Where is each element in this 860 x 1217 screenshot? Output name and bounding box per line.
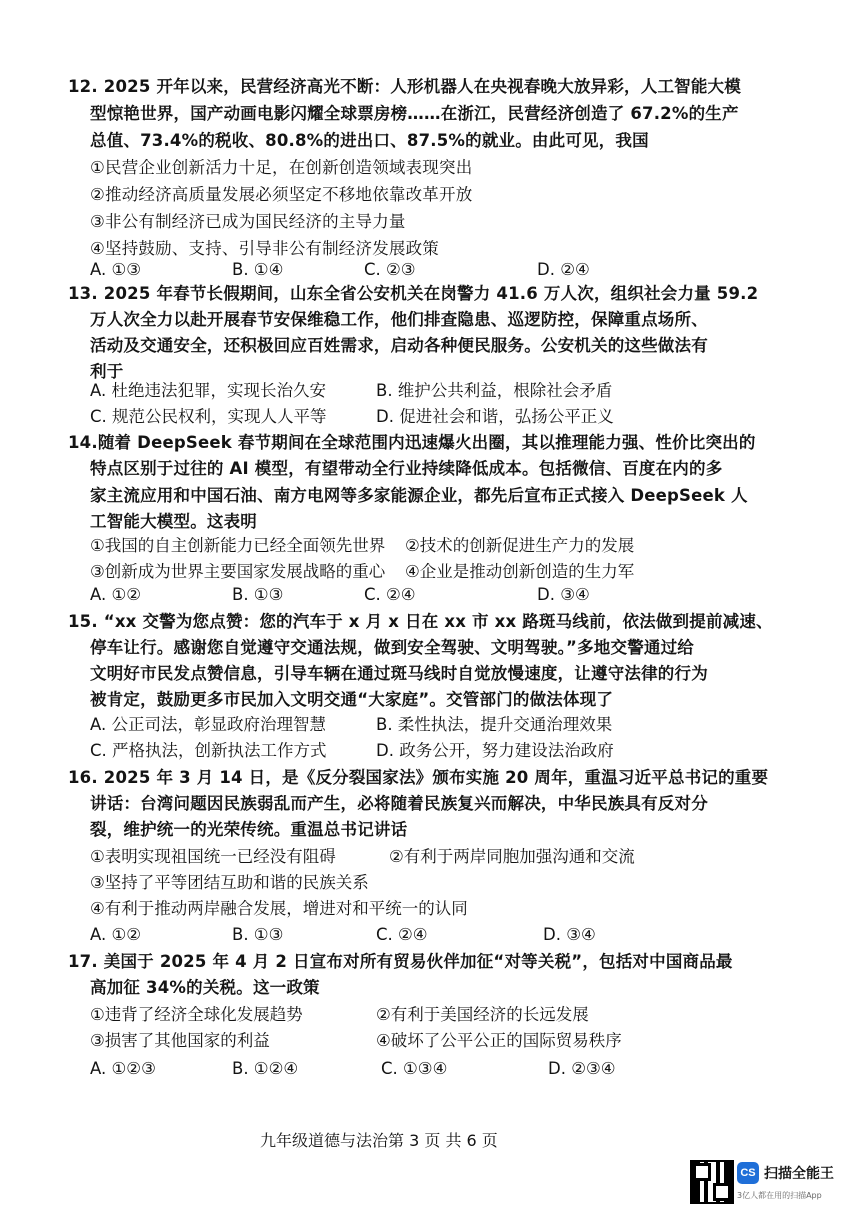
q17-item: ①违背了经济全球化发展趋势 [90, 1005, 303, 1024]
q12-choice-c: C. ②③ [364, 260, 416, 279]
q13-stem-line: 13. 2025 年春节长假期间，山东全省公安机关在岗警力 41.6 万人次，组织社会力量 59.2 [68, 284, 759, 303]
q17-item: ②有利于美国经济的长远发展 [376, 1005, 589, 1024]
q17-choice-c: C. ①③④ [381, 1059, 448, 1078]
q16-stem-line: 16. 2025 年 3 月 14 日，是《反分裂国家法》颁布实施 20 周年，重温习近平总书记的重要 [68, 768, 769, 787]
q12-choice-b: B. ①④ [232, 260, 284, 279]
q15-choice-d: D. 政务公开，努力建设法治政府 [376, 741, 614, 760]
q14-choice-b: B. ①③ [232, 585, 284, 604]
q13-choice-a: A. 杜绝违法犯罪，实现长治久安 [90, 381, 326, 400]
q12-stem-line: 12. 2025 开年以来，民营经济高光不断：人形机器人在央视春晚大放异彩，人工智能大模 [68, 77, 741, 96]
q14-choice-a: A. ①② [90, 585, 142, 604]
q14-stem-line: 工智能大模型。这表明 [90, 512, 257, 531]
q14-choice-c: C. ②④ [364, 585, 416, 604]
q17-choice-a: A. ①②③ [90, 1059, 156, 1078]
q12-item: ③非公有制经济已成为国民经济的主导力量 [90, 212, 406, 231]
q12-item: ④坚持鼓励、支持、引导非公有制经济发展政策 [90, 239, 439, 258]
q14-stem-line: 14.随着 DeepSeek 春节期间在全球范围内迅速爆火出圈，其以推理能力强、性价比突出的 [68, 433, 756, 452]
q16-item: ④有利于推动两岸融合发展，增进对和平统一的认同 [90, 899, 468, 918]
q16-choice-d: D. ③④ [543, 925, 596, 944]
q13-stem-line: 万人次全力以赴开展春节安保维稳工作，他们排查隐患、巡逻防控，保障重点场所、 [90, 310, 708, 329]
q12-stem-line: 总值、73.4%的税收、80.8%的进出口、87.5%的就业。由此可见，我国 [90, 131, 649, 150]
q14-item: ④企业是推动创新创造的生力军 [405, 562, 635, 581]
q13-stem-line: 利于 [90, 362, 124, 381]
q17-stem-line: 高加征 34%的关税。这一政策 [90, 978, 320, 997]
q17-choice-d: D. ②③④ [548, 1059, 616, 1078]
q17-item: ④破坏了公平公正的国际贸易秩序 [376, 1031, 622, 1050]
q12-item: ②推动经济高质量发展必须坚定不移地依靠改革开放 [90, 185, 473, 204]
q14-choice-d: D. ③④ [537, 585, 590, 604]
q14-item: ③创新成为世界主要国家发展战略的重心 [90, 562, 386, 581]
q15-choice-c: C. 严格执法，创新执法工作方式 [90, 741, 327, 760]
q16-choice-c: C. ②④ [376, 925, 428, 944]
q14-stem-line: 特点区别于过往的 AI 模型，有望带动全行业持续降低成本。包括微信、百度在内的多 [90, 459, 723, 478]
q17-item: ③损害了其他国家的利益 [90, 1031, 270, 1050]
q16-item: ③坚持了平等团结互助和谐的民族关系 [90, 873, 369, 892]
q13-choice-d: D. 促进社会和谐，弘扬公平正义 [376, 407, 614, 426]
q15-choice-a: A. 公正司法，彰显政府治理智慧 [90, 715, 326, 734]
page-footer: 九年级道德与法治第 3 页 共 6 页 [260, 1131, 498, 1150]
q16-item: ①表明实现祖国统一已经没有阻碍 [90, 847, 336, 866]
q16-stem-line: 裂，维护统一的光荣传统。重温总书记讲话 [90, 820, 408, 839]
q15-stem-line: 被肯定，鼓励更多市民加入文明交通“大家庭”。交管部门的做法体现了 [90, 690, 614, 709]
watermark-tagline: 3亿人都在用的扫描App [737, 1191, 822, 1200]
q15-choice-b: B. 柔性执法，提升交通治理效果 [376, 715, 613, 734]
q14-item: ②技术的创新促进生产力的发展 [405, 536, 635, 555]
q13-choice-c: C. 规范公民权利，实现人人平等 [90, 407, 327, 426]
q12-choice-d: D. ②④ [537, 260, 590, 279]
q12-item: ①民营企业创新活力十足，在创新创造领域表现突出 [90, 158, 473, 177]
q12-choice-a: A. ①③ [90, 260, 142, 279]
q14-stem-line: 家主流应用和中国石油、南方电网等多家能源企业，都先后宣布正式接入 DeepSeek 人 [90, 486, 748, 505]
q15-stem-line: 文明好市民发点赞信息，引导车辆在通过斑马线时自觉放慢速度，让遵守法律的行为 [90, 664, 708, 683]
q12-stem-line: 型惊艳世界，国产动画电影闪耀全球票房榜……在浙江，民营经济创造了 67.2%的生产 [90, 104, 739, 123]
q16-item: ②有利于两岸同胞加强沟通和交流 [389, 847, 635, 866]
watermark-app-name: 扫描全能王 [764, 1166, 834, 1182]
q15-stem-line: 停车让行。感谢您自觉遵守交通法规，做到安全驾驶、文明驾驶。”多地交警通过给 [90, 638, 694, 657]
q13-choice-b: B. 维护公共利益，根除社会矛盾 [376, 381, 613, 400]
qr-code-icon [690, 1160, 734, 1204]
camscanner-logo-icon: CS [737, 1162, 759, 1184]
q16-choice-b: B. ①③ [232, 925, 284, 944]
q16-stem-line: 讲话：台湾问题因民族弱乱而产生，必将随着民族复兴而解决，中华民族具有反对分 [90, 794, 708, 813]
q14-item: ①我国的自主创新能力已经全面领先世界 [90, 536, 386, 555]
q13-stem-line: 活动及交通安全，还积极回应百姓需求，启动各种便民服务。公安机关的这些做法有 [90, 336, 708, 355]
q15-stem-line: 15. “xx 交警为您点赞：您的汽车于 x 月 x 日在 xx 市 xx 路斑马线前，依法做到提前减速、 [68, 612, 773, 631]
q17-choice-b: B. ①②④ [232, 1059, 299, 1078]
q16-choice-a: A. ①② [90, 925, 142, 944]
q17-stem-line: 17. 美国于 2025 年 4 月 2 日宣布对所有贸易伙伴加征“对等关税”，包括对中国商品最 [68, 952, 733, 971]
